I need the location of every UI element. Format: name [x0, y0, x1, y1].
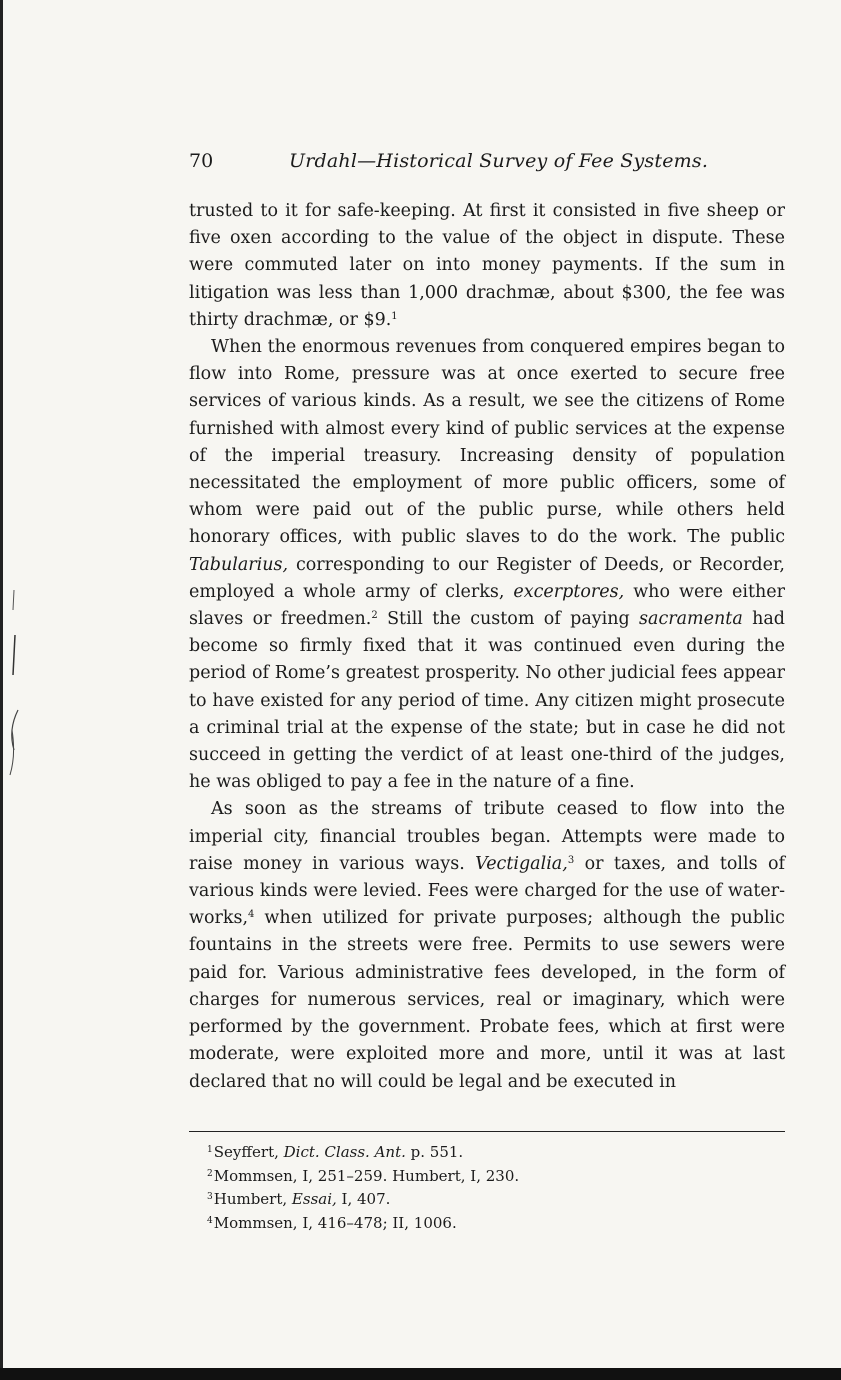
footnote-2 [207, 1165, 767, 1189]
footnote-4 [207, 1212, 767, 1236]
paragraph-1 [189, 198, 785, 334]
scan-edge-bottom [0, 1368, 841, 1380]
italic-term: sacramenta [639, 609, 743, 630]
footnote-ref-1[interactable]: 1 [391, 310, 398, 322]
footnote-text: Mommsen, I, 251–259. Humbert, I, 230. [213, 1166, 520, 1185]
footnote-number: 3 [207, 1192, 213, 1203]
paragraph-2 [189, 334, 785, 796]
footnote-text: p. 551. [405, 1143, 464, 1161]
footnote-italic: Dict. Class. Ant. [283, 1143, 406, 1161]
footnote-text: I, 407. [336, 1190, 391, 1209]
paragraph-3 [189, 796, 785, 1095]
footnote-text: Seyffert, [213, 1143, 284, 1161]
footnote-number: 2 [207, 1168, 213, 1179]
footnote-ref-3[interactable]: 3 [567, 854, 575, 866]
footnote-number: 1 [207, 1145, 213, 1155]
footnote-text: Mommsen, I, 416–478; II, 1006. [213, 1213, 457, 1232]
footnote-number: 4 [207, 1215, 213, 1226]
text-run: when utilized for private purposes; although the public fountains in the streets were free. Permits to use sewers were paid for. Various administrative fees developed, in the form of charges for numerous services, real or imaginary, which were performed by the government. Probate fees, which at first were moderate, were exploited more and more, until it was at last declared that no will could be legal and be executed in [189, 908, 785, 1092]
italic-term: excerptores, [513, 581, 625, 602]
italic-term: Vectigalia, [475, 853, 568, 874]
italic-term: Tabularius, [189, 554, 289, 575]
footnote-ref-2[interactable]: 2 [371, 610, 378, 622]
running-header [189, 150, 785, 178]
margin-pencil-marks [0, 580, 20, 780]
text-run: As soon as the streams of tribute ceased to flow into the imperial city, financial troubles began. Attempts were made to raise money in various ways. [189, 799, 785, 874]
footnote-1 [207, 1141, 767, 1165]
footnote-ref-4[interactable]: 4 [248, 909, 255, 921]
text-run: had become so firmly fixed that it was continued even during the period of Rome’s greatest prosperity. No other judicial fees appear to have existed for any period of time. Any citizen might prosecute a criminal trial at the expense of the state; but in case he did not succeed in getting the verdict of at least one-third of the judges, he was obliged to pay a fee in the nature of a fine. [189, 609, 785, 793]
footnote-text: Humbert, [213, 1190, 292, 1209]
text-run: or taxes, and tolls of various kinds were levied. Fees were charged for the use of water-works, [189, 853, 785, 929]
text-run: Still the custom of paying [377, 609, 640, 630]
footnotes [207, 1141, 767, 1235]
running-title: Urdahl—Historical Survey of Fee Systems. [289, 150, 709, 172]
body-text [189, 198, 785, 1096]
footnote-3 [207, 1188, 767, 1212]
text-run: When the enormous revenues from conquered empires began to flow into Rome, pressure was at once exerted to secure free services of various kinds. As a result, we see the citizens of Rome furnished with almost every kind of public services at the expense of the imperial treasury. Increasing density of population necessitated the employment of more public officers, some of whom were paid out of the public purse, while others held honorary offices, with public slaves to do the work. The public [189, 337, 785, 548]
page-number: 70 [189, 150, 214, 172]
text-run: corresponding to our Register of Deeds, or Recorder, employed a whole army of clerks, [189, 554, 785, 602]
footnote-divider [189, 1131, 785, 1132]
footnote-italic: Essai, [291, 1190, 337, 1209]
text-run: who were either slaves or freedmen. [189, 581, 785, 630]
text-run: trusted to it for safe-keeping. At first it consisted in five sheep or five oxen according to the value of the object in dispute. These were commuted later on into money payments. If the sum in litigation was less than 1,000 drachmæ, about $300, the fee was thirty drachmæ, or $9. [189, 201, 785, 330]
